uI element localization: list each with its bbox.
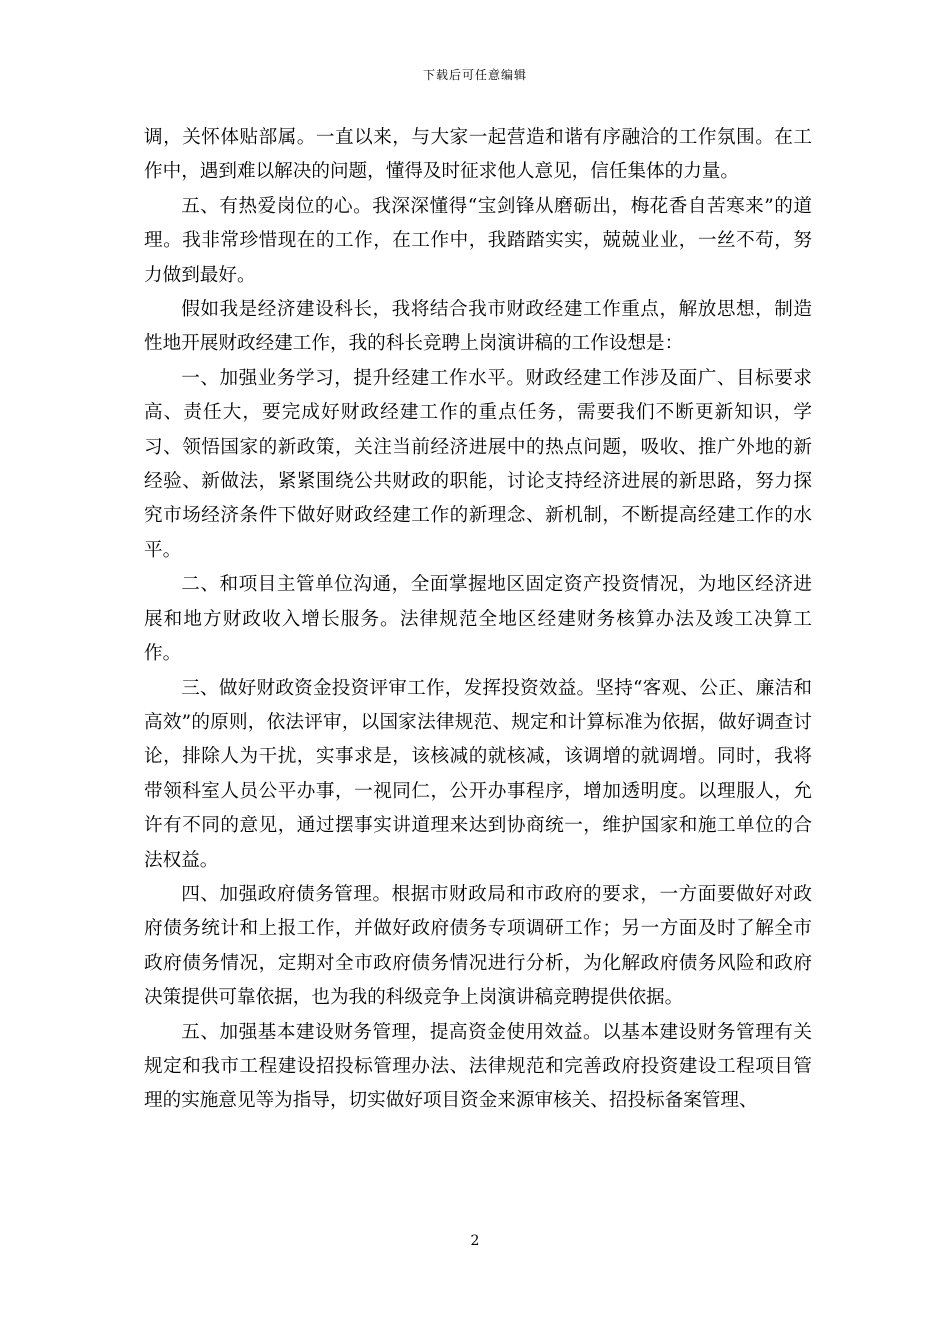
paragraph: 三、做好财政资金投资评审工作，发挥投资效益。坚持“客观、公正、廉洁和高效”的原则，依法评审，以国家法律规范、规定和计算标准为依据，做好调查讨论，排除人为干扰，实事求是，该核减的就核减，该调增的就调增。同时，我将带领科室人员公平办事，一视同仁，公开办事程序，增加透明度。以理服人，允许有不同的意见，通过摆事实讲道理来达到协商统一，维护国家和施工单位的合法权益。: [144, 677, 812, 871]
paragraph: 一、加强业务学习，提升经建工作水平。财政经建工作涉及面广、目标要求高、责任大，要完成好财政经建工作的重点任务，需要我们不断更新知识，学习、领悟国家的新政策，关注当前经济进展中的热点问题，吸收、推广外地的新经验、新做法，紧紧围绕公共财政的职能，讨论支持经济进展的新思路，努力探究市场经济条件下做好财政经建工作的新理念、新机制，不断提高经建工作的水平。: [144, 367, 812, 561]
page-number: 2: [470, 1233, 480, 1249]
paragraph: 二、和项目主管单位沟通，全面掌握地区固定资产投资情况，为地区经济进展和地方财政收入增长服务。法律规范全地区经建财务核算办法及竣工决算工作。: [144, 574, 812, 665]
paragraph: 五、加强基本建设财务管理，提高资金使用效益。以基本建设财务管理有关规定和我市工程建设招投标管理办法、法律规范和完善政府投资建设工程项目管理的实施意见等为指导，切实做好项目资金来源审核关、招投标备案管理、: [144, 1021, 812, 1112]
paragraph: 假如我是经济建设科长，我将结合我市财政经建工作重点，解放思想，制造性地开展财政经建工作，我的科长竞聘上岗演讲稿的工作设想是：: [144, 299, 812, 355]
document-body: [144, 121, 812, 1119]
paragraph: 四、加强政府债务管理。根据市财政局和市政府的要求，一方面要做好对政府债务统计和上报工作，并做好政府债务专项调研工作；另一方面及时了解全市政府债务情况，定期对全市政府债务情况进行分析，为化解政府债务风险和政府决策提供可靠依据，也为我的科级竞争上岗演讲稿竞聘提供依据。: [144, 883, 812, 1009]
paragraph-continued: 调，关怀体贴部属。一直以来，与大家一起营造和谐有序融洽的工作氛围。在工作中，遇到难以解决的问题，懂得及时征求他人意见，信任集体的力量。: [144, 127, 812, 183]
paragraph: 五、有热爱岗位的心。我深深懂得“宝剑锋从磨砺出，梅花香自苦寒来”的道理。我非常珍惜现在的工作，在工作中，我踏踏实实，兢兢业业，一丝不苟，努力做到最好。: [144, 195, 812, 286]
page-header: 下载后可任意编辑: [422, 68, 527, 82]
